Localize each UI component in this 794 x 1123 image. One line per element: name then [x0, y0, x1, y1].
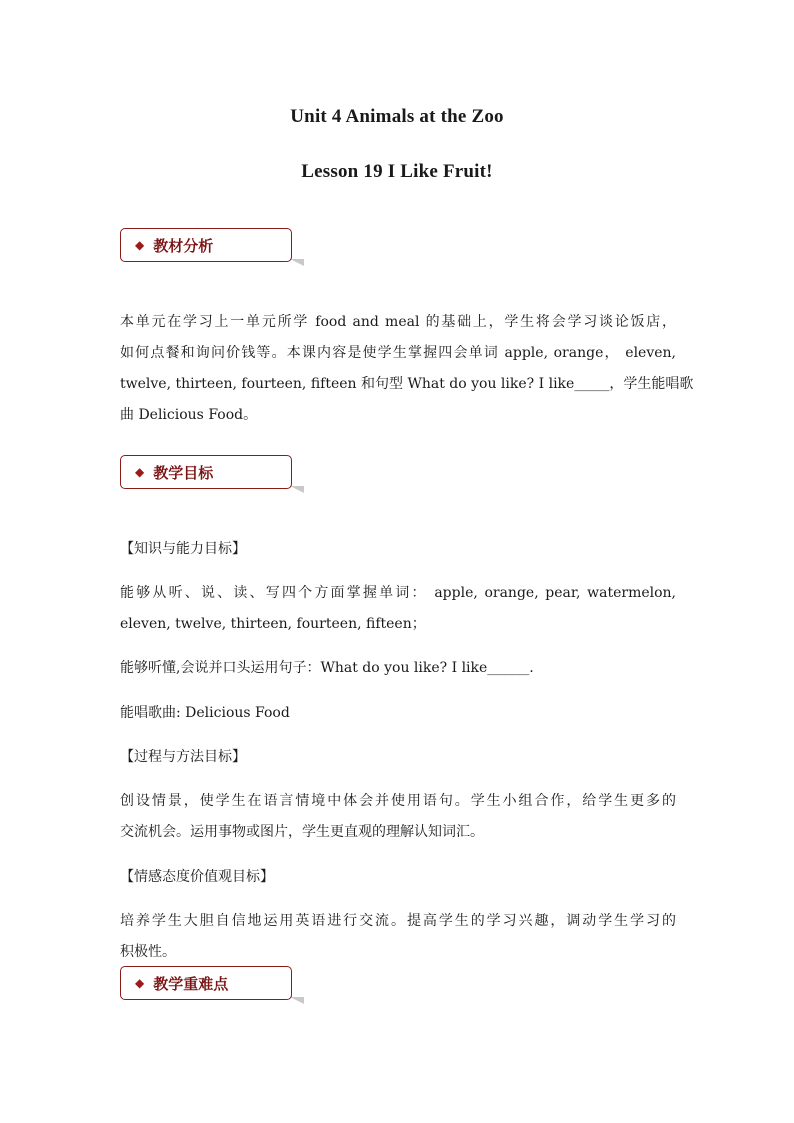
section-label-key-points: 教学重难点: [153, 974, 229, 993]
emotion-paragraph: [120, 906, 676, 968]
section-label-analysis: 教材分析: [153, 236, 214, 255]
knowledge-song: 能唱歌曲: Delicious Food: [120, 705, 290, 721]
analysis-line-2: 如何点餐和询问价钱等。本课内容是使学生掌握四会单词 apple, orange， eleven,: [120, 345, 676, 361]
emotion-heading: 【情感态度价值观目标】: [120, 869, 274, 885]
section-header-analysis: [120, 228, 292, 262]
diamond-bullet-icon: ◆: [135, 976, 145, 990]
analysis-paragraph: [120, 307, 694, 431]
emotion-line-2: 积极性。: [120, 944, 176, 960]
section-label-objectives: 教学目标: [153, 463, 214, 482]
section-box-shadow: [290, 259, 304, 266]
lesson-title: Lesson 19 I Like Fruit!: [301, 161, 493, 182]
knowledge-heading: 【知识与能力目标】: [120, 541, 246, 557]
analysis-line-3: twelve, thirteen, fourteen, fifteen 和句型 What do you like? I like_____，学生能唱歌: [120, 376, 694, 392]
unit-title: Unit 4 Animals at the Zoo: [290, 106, 504, 127]
analysis-line-1: 本单元在学习上一单元所学 food and meal 的基础上，学生将会学习谈论饭店，: [120, 314, 676, 330]
diamond-bullet-icon: ◆: [135, 465, 145, 479]
knowledge-words-paragraph: [120, 578, 676, 640]
section-box-shadow: [290, 997, 304, 1004]
emotion-line-1: 培养学生大胆自信地运用英语进行交流。提高学生的学习兴趣，调动学生学习的: [120, 913, 676, 929]
knowledge-words-line-2: eleven, twelve, thirteen, fourteen, fifteen；: [120, 616, 426, 632]
process-line-1: 创设情景，使学生在语言情境中体会并使用语句。学生小组合作，给学生更多的: [120, 793, 676, 809]
process-heading: 【过程与方法目标】: [120, 749, 246, 765]
section-box-shadow: [290, 486, 304, 493]
knowledge-words-line-1: 能够从听、说、读、写四个方面掌握单词： apple, orange, pear, watermelon,: [120, 585, 676, 601]
analysis-line-4: 曲 Delicious Food。: [120, 407, 258, 423]
diamond-bullet-icon: ◆: [135, 238, 145, 252]
process-paragraph: [120, 786, 676, 848]
knowledge-sentence: 能够听懂,会说并口头运用句子：What do you like? I like______.: [120, 660, 534, 676]
section-header-objectives: [120, 455, 292, 489]
process-line-2: 交流机会。运用事物或图片，学生更直观的理解认知词汇。: [120, 824, 484, 840]
section-header-key-points: [120, 966, 292, 1000]
